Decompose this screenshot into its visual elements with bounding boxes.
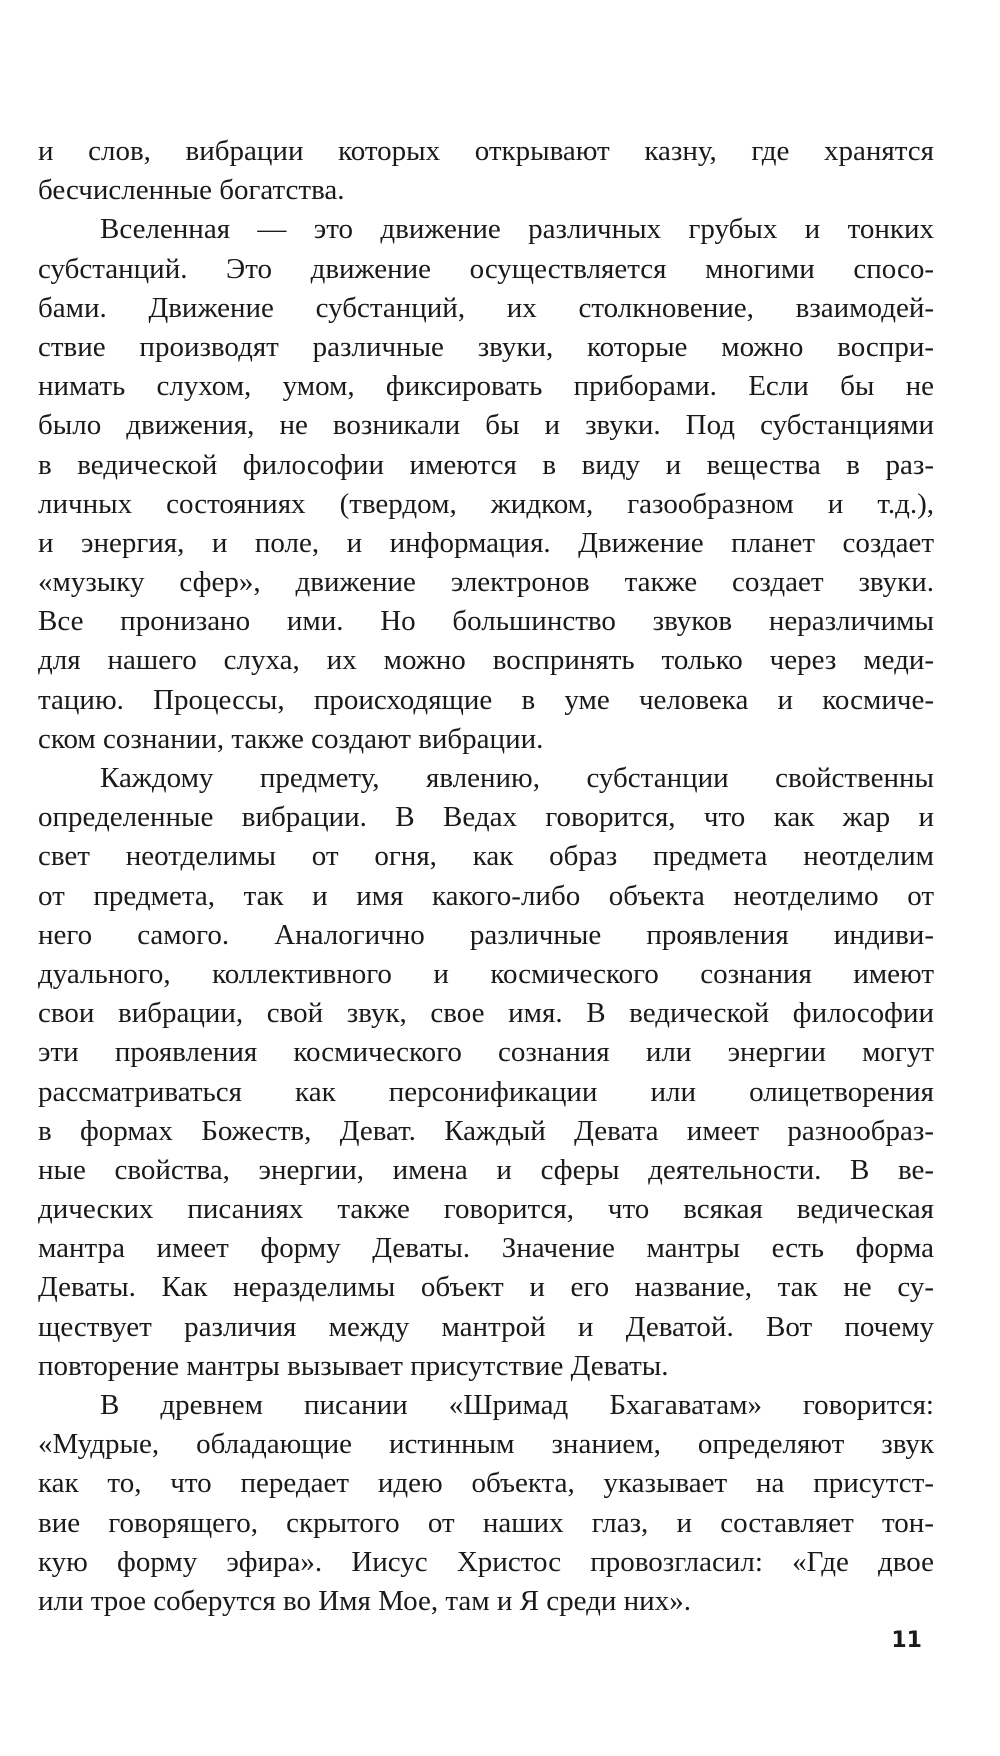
text-line: эти проявления космического сознания или энергии могут [38,1036,934,1069]
text-line: дических писаниях также говорится, что всякая ведическая [38,1193,934,1226]
text-line: от предмета, так и имя какого-либо объекта неотделимо от [38,879,934,912]
text-line: Деваты. Как неразделимы объект и его название, так не су- [38,1271,934,1304]
text-line: ные свойства, энергии, имена и сферы деятельности. В ве- [38,1153,934,1186]
text-line: «Мудрые, обладающие истинным знанием, определяют звук [38,1428,934,1461]
text-line: свет неотделимы от огня, как образ предмета неотделим [38,840,934,873]
text-line: в ведической философии имеются в виду и вещества в раз- [38,448,934,481]
text-line: личных состояниях (твердом, жидком, газообразном и т.д.), [38,487,934,520]
page-number: 11 [891,1628,922,1653]
text-line: бами. Движение субстанций, их столкновение, взаимодей- [38,291,934,324]
text-line: кую форму эфира». Иисус Христос провозгласил: «Где двое [38,1545,934,1578]
text-line: тацию. Процессы, происходящие в уме человека и космиче- [38,683,934,716]
text-line: рассматриваться как персонификации или олицетворения [38,1075,934,1108]
text-line: нимать слухом, умом, фиксировать приборами. Если бы не [38,370,934,403]
text-line: вие говорящего, скрытого от наших глаз, и составляет тон- [38,1506,934,1539]
text-line: или трое соберутся во Имя Мое, там и Я среди них». [38,1584,691,1617]
body-text [38,132,934,1621]
text-line: повторение мантры вызывает присутствие Деваты. [38,1349,669,1382]
text-line: В древнем писании «Шримад Бхагаватам» говорится: [100,1389,934,1421]
text-line: и слов, вибрации которых открывают казну, где хранятся [38,135,934,167]
text-line: субстанций. Это движение осуществляется многими спосо- [38,252,934,285]
text-line: Каждому предмету, явлению, субстанции свойственны [100,762,934,794]
text-line: ствие производят различные звуки, которые можно воспри- [38,330,934,363]
text-line: и энергия, и поле, и информация. Движение планет создает [38,526,934,559]
text-line: бесчисленные богатства. [38,174,345,207]
text-line: мантра имеет форму Деваты. Значение мантры есть форма [38,1232,934,1265]
text-line: для нашего слуха, их можно воспринять только через меди- [38,644,934,677]
text-line: «музыку сфер», движение электронов также создает звуки. [38,566,934,599]
text-line: ществует различия между мантрой и Деватой. Вот почему [38,1310,934,1343]
text-line: него самого. Аналогично различные проявления индиви- [38,918,934,951]
text-line: ском сознании, также создают вибрации. [38,722,544,755]
text-line: было движения, не возникали бы и звуки. Под субстанциями [38,409,934,442]
text-line: определенные вибрации. В Ведах говорится, что как жар и [38,801,934,834]
text-line: Вселенная — это движение различных грубых и тонких [100,213,934,246]
text-line: дуального, коллективного и космического сознания имеют [38,957,934,990]
text-line: в формах Божеств, Деват. Каждый Девата имеет разнообраз- [38,1114,934,1147]
text-line: Все пронизано ими. Но большинство звуков неразличимы [38,605,934,638]
text-line: свои вибрации, свой звук, свое имя. В ведической философии [38,997,934,1030]
text-line: как то, что передает идею объекта, указывает на присутст- [38,1467,934,1500]
